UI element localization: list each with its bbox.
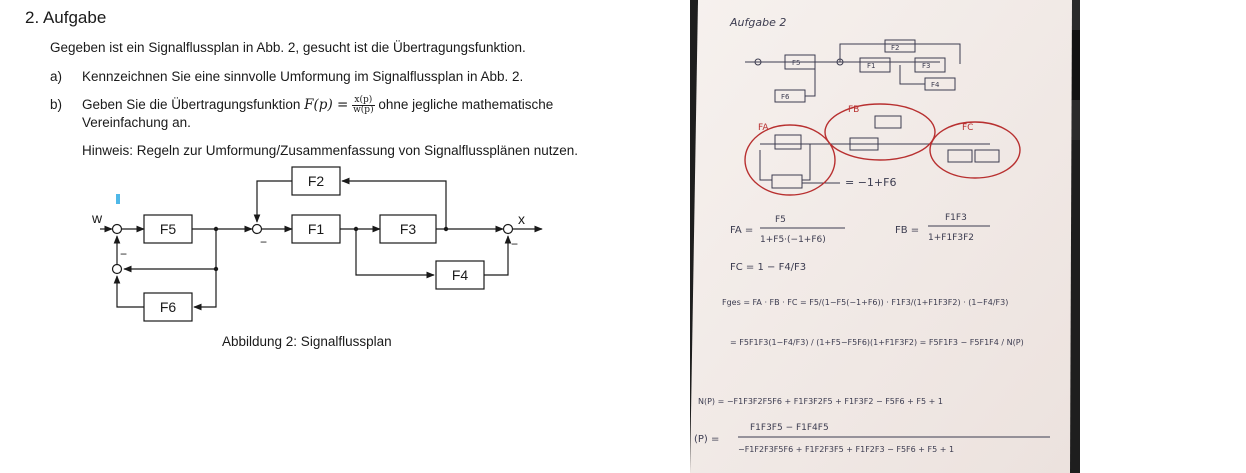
eq-final-den: −F1F2F3F5F6 + F1F2F3F5 + F1F2F3 − F5F6 + F5 + 1 (738, 445, 955, 454)
handwritten-notes-photo (690, 0, 1080, 473)
label-f4: F4 (451, 267, 469, 283)
task-item-b-text-after: ohne jegliche mathematische (378, 97, 554, 113)
task-item-b-line1 (82, 96, 553, 115)
text-cursor-marker (116, 194, 120, 204)
task-item-a-text: Kennzeichnen Sie eine sinnvolle Umformung im Signalflussplan in Abb. 2. (82, 69, 524, 84)
minus-sign-2: − (120, 247, 128, 261)
task-item-b (50, 96, 650, 136)
summing-junction-2 (253, 225, 262, 234)
label-fb: FB (848, 105, 860, 115)
loop-result: = −1+F6 (845, 176, 897, 189)
eq-fa-lhs: FA = (730, 225, 754, 236)
eq-fc: FC = 1 − F4/F3 (730, 262, 807, 273)
fraction-numerator: x(p) (352, 96, 375, 106)
eq-ges: Fges = FA · FB · FC = F5/(1−F5(−1+F6)) · F1F3/(1+F1F3F2) · (1−F4/F3) (722, 298, 1009, 307)
eq-fb-den: 1+F1F3F2 (928, 233, 974, 243)
eq-intermediate: = F5F1F3(1−F4/F3) / (1+F5−F5F6)(1+F1F3F2) = F5F1F3 − F5F1F4 / N(P) (730, 338, 1024, 347)
label-f3: F3 (399, 221, 417, 237)
eq-final-num: F1F3F5 − F1F4F5 (750, 423, 829, 433)
summing-junction-4 (113, 265, 122, 274)
label-f6: F6 (159, 299, 177, 315)
summing-junction-3 (504, 225, 513, 234)
label-f1: F1 (307, 221, 325, 237)
svg-text:F1: F1 (867, 62, 876, 70)
eq-fb-num: F1F3 (945, 213, 967, 223)
notes-heading: Aufgabe 2 (730, 16, 787, 29)
hint-text: Hinweis: Regeln zur Umformung/Zusammenfassung von Signalflussplänen nutzen. (82, 143, 578, 158)
input-label-w: w (92, 210, 103, 226)
minus-sign-3: − (511, 237, 519, 251)
label-f2: F2 (307, 173, 325, 189)
label-fa: FA (758, 123, 769, 133)
eq-final-lhs: (P) = (694, 434, 720, 445)
svg-text:F3: F3 (922, 62, 931, 70)
output-label-x: x (518, 211, 525, 227)
task-item-b-text: Geben Sie die Übertragungsfunktion (82, 97, 301, 113)
task-item-b-line2: Vereinfachung an. (82, 115, 191, 130)
task-item-b-label: b) (50, 97, 63, 112)
svg-text:F6: F6 (781, 93, 790, 101)
summing-junction-1 (113, 225, 122, 234)
transfer-function-fraction (352, 96, 375, 115)
label-f5: F5 (159, 221, 177, 237)
exercise-intro: Gegeben ist ein Signalflussplan in Abb. 2, gesucht ist die Übertragungsfunktion. (50, 40, 526, 55)
signal-flow-diagram (80, 158, 560, 328)
eq-fa-num: F5 (775, 215, 786, 225)
eq-fa-den: 1+F5·(−1+F6) (760, 235, 826, 245)
minus-sign-1: − (260, 235, 268, 249)
label-fc: FC (962, 123, 974, 133)
svg-text:F5: F5 (792, 59, 801, 67)
exercise-title: 2. Aufgabe (25, 8, 107, 27)
transfer-function-lhs: F(p) = (304, 97, 349, 114)
task-item-a-label: a) (50, 69, 63, 84)
svg-text:F4: F4 (931, 81, 940, 89)
eq-denominator: N(P) = −F1F3F2F5F6 + F1F3F2F5 + F1F3F2 − F5F6 + F5 + 1 (698, 397, 943, 406)
fraction-denominator: w(p) (353, 105, 374, 115)
eq-fb-lhs: FB = (895, 225, 920, 236)
svg-text:F2: F2 (891, 44, 900, 52)
figure-caption: Abbildung 2: Signalflussplan (222, 334, 392, 349)
